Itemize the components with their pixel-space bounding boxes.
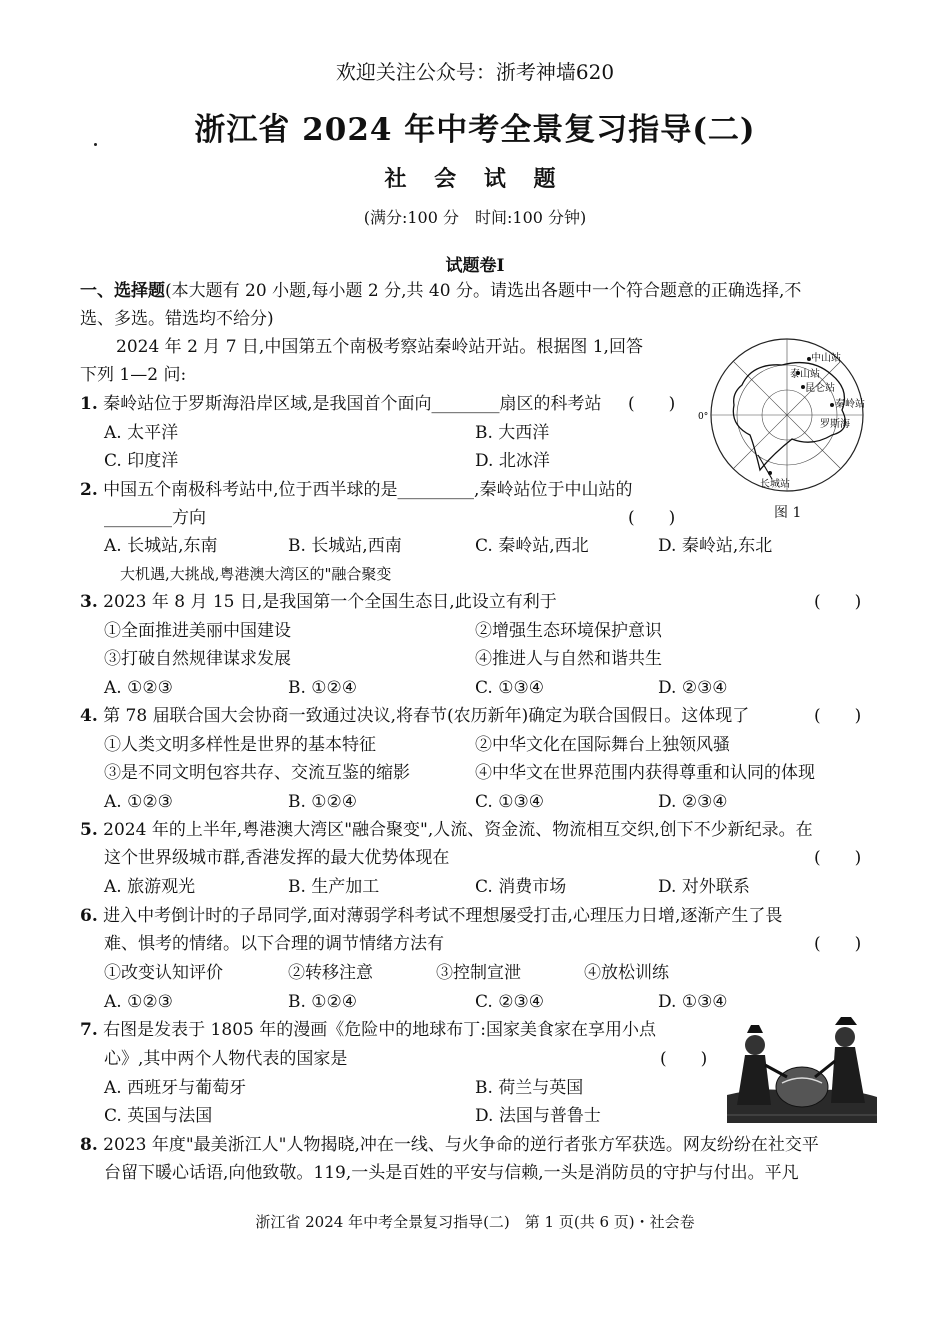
option: D. 北冰洋 [475,451,550,471]
option: D. ②③④ [658,678,728,698]
statement: ①人类文明多样性是世界的基本特征 [104,735,376,755]
statement: ③打破自然规律谋求发展 [104,649,291,669]
option: A. 长城站,东南 [104,536,218,556]
statement: ④中华文在世界范围内获得尊重和认同的体现 [475,763,815,783]
question-2: 2. 中国五个南极科考站中,位于西半球的是_________,秦岭站位于中山站的 [80,480,633,500]
question-3: 3. 2023 年 8 月 15 日,是我国第一个全国生态日,此设立有利于 [80,592,557,612]
answer-paren: ( ) [814,592,862,612]
map-label-zhongshan: 中山站 [811,353,841,364]
answer-paren: ( ) [814,934,862,954]
section-heading: 一、选择题(本大题有 20 小题,每小题 2 分,共 40 分。请选出各题中一个符合题意的正确选择,不 [80,281,802,301]
page-footer: 浙江省 2024 年中考全景复习指导(二) 第 1 页(共 6 页)・社会卷 [255,1213,695,1231]
option: A. 西班牙与葡萄牙 [104,1078,247,1098]
option: B. 生产加工 [288,877,380,897]
question-8: 8. 2023 年度"最美浙江人"人物揭晓,冲在一线、与火争命的逆行者张方军获选。网友纷纷在社交平 [80,1135,819,1155]
map-label-taishan: 泰山站 [790,369,820,380]
wechat-notice: 欢迎关注公众号：浙考神墙620 [335,60,615,84]
statement: ①全面推进美丽中国建设 [104,621,291,641]
option: D. 秦岭站,东北 [658,536,773,556]
bay-note: 大机遇,大挑战,粤港澳大湾区的"融合聚变 [120,565,392,583]
statement: ②增强生态环境保护意识 [475,621,662,641]
option: D. ①③④ [658,992,728,1012]
option: C. ①③④ [475,792,544,812]
map-label-qinling: 秦岭站 [835,399,865,410]
answer-paren: ( ) [628,394,676,414]
statement: ④推进人与自然和谐共生 [475,649,662,669]
option: B. 大西洋 [475,423,550,443]
option: D. ②③④ [658,792,728,812]
option: C. ②③④ [475,992,544,1012]
statement: ①改变认知评价 [104,963,223,983]
statement: ②转移注意 [288,963,373,983]
answer-paren: ( ) [628,508,676,528]
question-4: 4. 第 78 届联合国大会协商一致通过决议,将春节(农历新年)确定为联合国假日。这体现了 [80,706,750,726]
intro-line: 2024 年 2 月 7 日,中国第五个南极考察站秦岭站开站。根据图 1,回答 [116,337,643,357]
volume-label: 试题卷Ⅰ [445,256,505,276]
answer-paren: ( ) [660,1049,708,1069]
question-5: 5. 2024 年的上半年,粤港澳大湾区"融合聚变",人流、资金流、物流相互交织,创下不少新纪录。在 [80,820,813,840]
option: A. 旅游观光 [104,877,196,897]
map-label-changcheng: 长城站 [760,479,790,490]
question-7-line2: 心》,其中两个人物代表的国家是 [104,1049,348,1069]
question-8-line2: 台留下暖心话语,向他致敬。119,一头是百姓的平安与信赖,一头是消防员的守护与付出。平凡 [104,1163,799,1183]
map-label-ross-sea: 罗斯海 [820,419,850,430]
plum-pudding-cartoon [727,1015,877,1123]
section-desc: 选、多选。错选均不给分) [80,309,274,329]
antarctica-map [692,335,882,495]
option: B. ①②④ [288,678,358,698]
score-time: (满分:100 分 时间:100 分钟) [363,208,587,227]
option: B. ①②④ [288,792,358,812]
question-5-line2: 这个世界级城市群,香港发挥的最大优势体现在 [104,848,450,868]
answer-paren: ( ) [814,848,862,868]
option: A. 太平洋 [104,423,179,443]
option: C. 英国与法国 [104,1106,213,1126]
option: C. 秦岭站,西北 [475,536,589,556]
map-label-kunlun: 昆仑站 [805,383,835,394]
option: C. ①③④ [475,678,544,698]
option: C. 印度洋 [104,451,179,471]
question-1: 1. 秦岭站位于罗斯海沿岸区域,是我国首个面向________扇区的科考站 [80,394,602,414]
statement: ②中华文化在国际舞台上独领风骚 [475,735,730,755]
answer-paren: ( ) [814,706,862,726]
question-6: 6. 进入中考倒计时的子昂同学,面对薄弱学科考试不理想屡受打击,心理压力日增,逐渐产生了畏 [80,906,783,926]
subject-title: 社 会 试 题 [384,166,566,192]
option: D. 法国与普鲁士 [475,1106,601,1126]
option: B. 荷兰与英国 [475,1078,584,1098]
question-7: 7. 右图是发表于 1805 年的漫画《危险中的地球布丁:国家美食家在享用小点 [80,1020,656,1040]
option: B. 长城站,西南 [288,536,402,556]
map-label-zero: 0° [698,412,709,422]
exam-title: 浙江省 2024 年中考全景复习指导(二) [194,112,756,148]
option: A. ①②③ [104,678,173,698]
figure-caption: 图 1 [774,505,802,521]
question-2-line2: ________方向 [104,508,206,528]
option: C. 消费市场 [475,877,567,897]
option: A. ①②③ [104,792,173,812]
question-6-line2: 难、惧考的情绪。以下合理的调节情绪方法有 [104,934,444,954]
statement: ④放松训练 [584,963,669,983]
statement: ③是不同文明包容共存、交流互鉴的缩影 [104,763,410,783]
statement: ③控制宣泄 [436,963,521,983]
option: B. ①②④ [288,992,358,1012]
option: A. ①②③ [104,992,173,1012]
intro-line: 下列 1—2 问: [80,365,187,385]
option: D. 对外联系 [658,877,750,897]
